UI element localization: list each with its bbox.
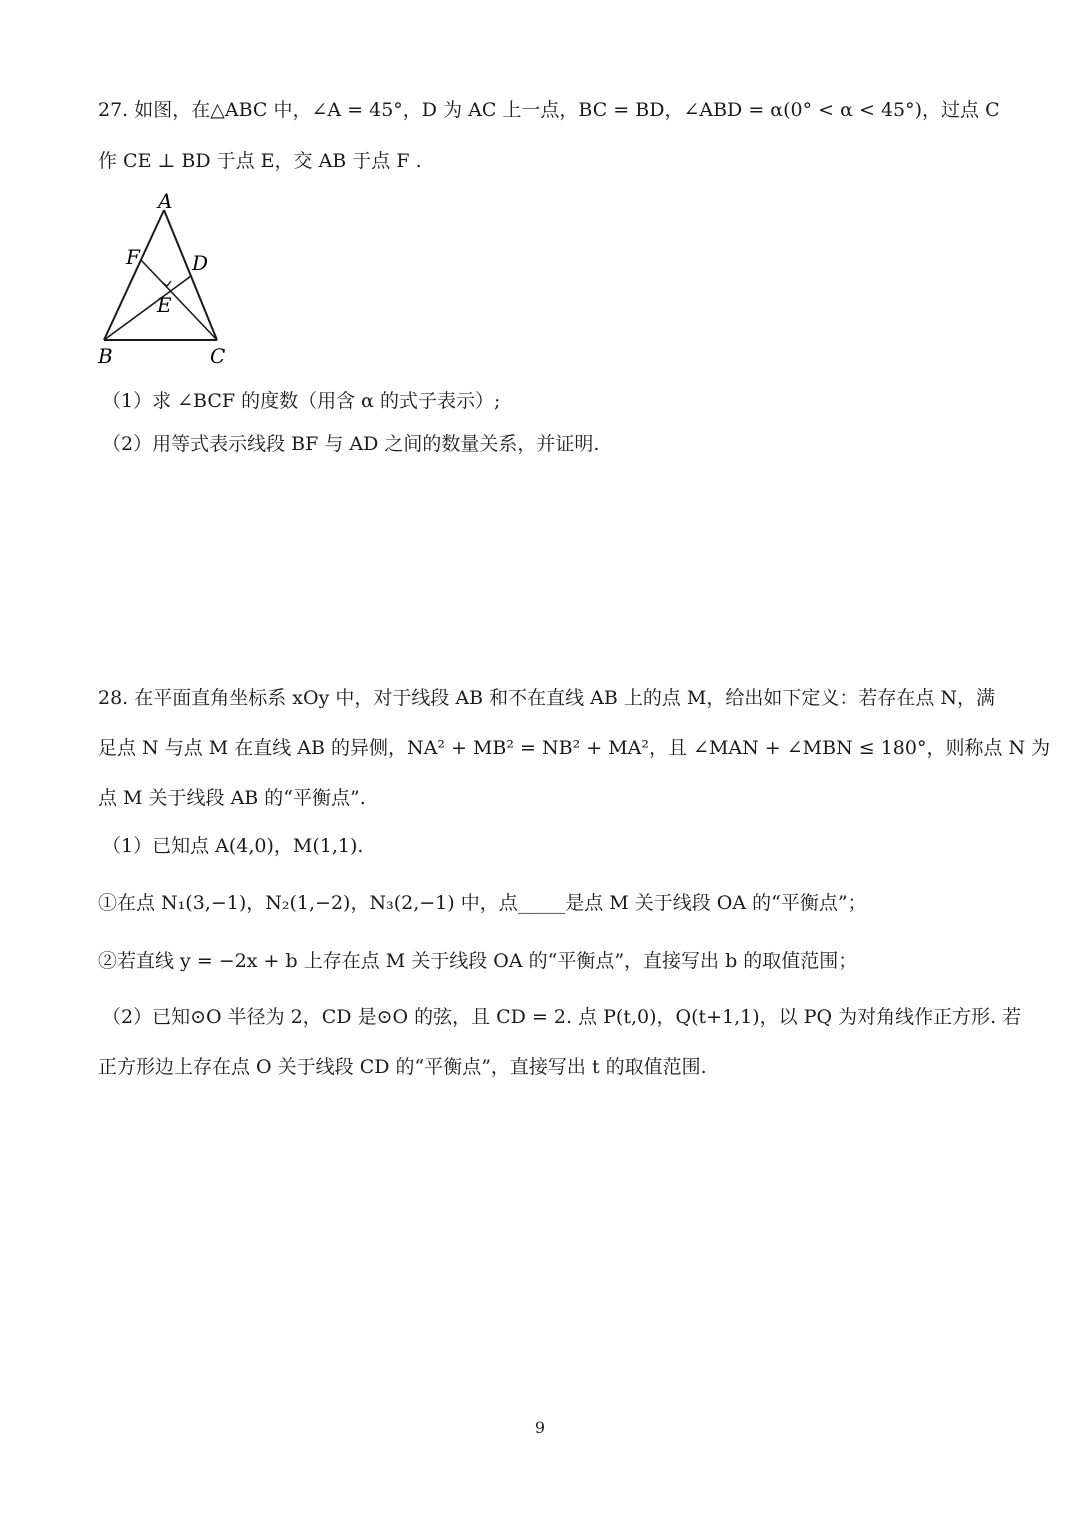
- page-number: 9: [534, 1418, 546, 1437]
- segment-bd: [104, 276, 191, 340]
- q28-stem-line1: 28. 在平面直角坐标系 xOy 中，对于线段 AB 和不在直线 AB 上的点 M，给出如下定义：若存在点 N，满: [98, 687, 996, 709]
- side-ac: [164, 210, 217, 340]
- q28-sub1: ①在点 N₁(3,−1)，N₂(1,−2)，N₃(2,−1) 中，点_____是点 M 关于线段 OA 的“平衡点”；: [98, 892, 867, 914]
- label-a: A: [158, 190, 173, 213]
- label-e: E: [157, 293, 172, 317]
- q28-part2-line1: （2）已知⊙O 半径为 2，CD 是⊙O 的弦，且 CD = 2. 点 P(t,0)，Q(t+1,1)，以 PQ 为对角线作正方形. 若: [102, 1006, 1022, 1028]
- q27-stem-line2: 作 CE ⊥ BD 于点 E，交 AB 于点 F .: [98, 150, 422, 172]
- label-b: B: [98, 344, 113, 368]
- q27-part1: （1）求 ∠BCF 的度数（用含 α 的式子表示）;: [102, 390, 501, 412]
- triangle-figure: [92, 190, 242, 370]
- q27-stem-line1: 27. 如图，在△ABC 中，∠A = 45°，D 为 AC 上一点，BC = BD，∠ABD = α(0° < α < 45°)，过点 C: [98, 99, 1000, 121]
- q28-part2-line2: 正方形边上存在点 O 关于线段 CD 的“平衡点”，直接写出 t 的取值范围.: [98, 1056, 707, 1078]
- q28-stem-line2: 足点 N 与点 M 在直线 AB 的异侧，NA² + MB² = NB² + MA²，且 ∠MAN + ∠MBN ≤ 180°，则称点 N 为: [98, 737, 1051, 759]
- label-f: F: [126, 245, 140, 269]
- q27-part2: （2）用等式表示线段 BF 与 AD 之间的数量关系，并证明.: [102, 433, 600, 455]
- right-angle-mark: [162, 281, 171, 286]
- q28-stem-line3: 点 M 关于线段 AB 的“平衡点”.: [98, 787, 366, 809]
- q28-part1: （1）已知点 A(4,0)，M(1,1).: [102, 835, 364, 857]
- triangle-diagram: [92, 190, 242, 370]
- label-d: D: [192, 251, 209, 275]
- q28-sub2: ②若直线 y = −2x + b 上存在点 M 关于线段 OA 的“平衡点”，直接写出 b 的取值范围；: [98, 950, 858, 972]
- label-c: C: [210, 344, 226, 368]
